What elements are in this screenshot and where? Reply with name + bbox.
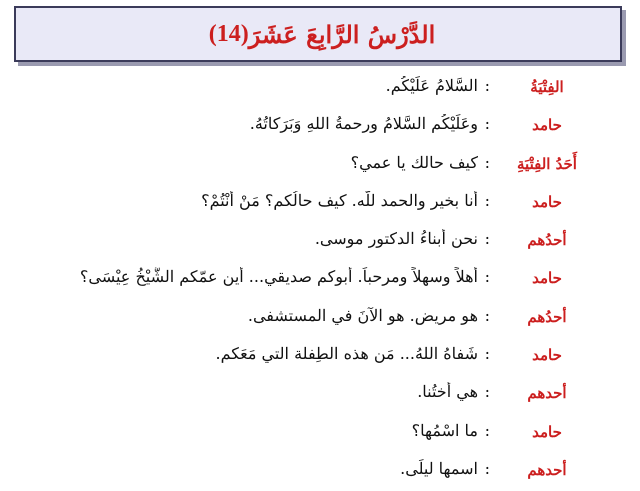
speaker-name: الفِتْيَةُ	[530, 78, 564, 96]
speaker-name: أحدُهم	[527, 307, 567, 326]
dialogue-row	[0, 185, 640, 223]
separator-colon: :	[484, 114, 490, 134]
separator-colon: :	[484, 229, 490, 249]
speaker-name: حامد	[532, 192, 562, 211]
dialogue-line: ما اسْمُها؟	[411, 420, 478, 440]
speaker-name: حامد	[532, 116, 562, 135]
separator-colon: :	[484, 420, 490, 440]
dialogue-line: اسمها ليلَى.	[400, 458, 478, 478]
speaker-name: أحدهم	[527, 460, 567, 479]
lesson-number: (14)	[208, 20, 249, 47]
speaker-name: أحدهم	[527, 384, 567, 403]
dialogue-list	[0, 70, 640, 491]
dialogue-line: نحن أبناءُ الدكتورِ موسى.	[314, 229, 478, 249]
dialogue-line: شَفاهُ اللهُ... مَن هذه الطِفلة التي مَعَكم.	[215, 344, 478, 364]
dialogue-line: أنا بخير والحمد للّه. كيف حالُكم؟ مَنْ أنْتُمْ؟	[201, 190, 478, 210]
dialogue-row	[0, 338, 640, 376]
dialogue-line: هي أختُنا.	[417, 382, 478, 402]
speaker-name: أَحَدُ الفِتْيَةِ	[517, 154, 577, 173]
dialogue-line: وعَلَيْكُم السَّلامُ ورحمةُ اللهِ وَبَرَكاتُهُ.	[249, 114, 478, 134]
dialogue-line: أهلاً وسهلاً ومرحباً. أبوكم صديقي... أين عمّكم الشَّيْخُ عِيْسَى؟	[79, 267, 478, 287]
dialogue-line: السَّلامُ عَلَيْكُم.	[385, 76, 478, 95]
dialogue-row	[0, 70, 640, 108]
speaker-name: حامد	[532, 269, 562, 288]
speaker-name: حامد	[532, 346, 562, 365]
separator-colon: :	[484, 458, 490, 478]
separator-colon: :	[484, 267, 490, 287]
dialogue-row	[0, 415, 640, 453]
dialogue-row	[0, 300, 640, 338]
dialogue-row	[0, 108, 640, 146]
dialogue-row	[0, 147, 640, 185]
separator-colon: :	[484, 152, 490, 172]
lesson-title: الدَّرْسُ الرَّابِعَ عَشَرَ	[248, 19, 436, 49]
lesson-header	[14, 6, 622, 62]
separator-colon: :	[484, 344, 490, 364]
separator-colon: :	[484, 305, 490, 325]
separator-colon: :	[484, 190, 490, 210]
speaker-name: حامد	[532, 422, 562, 441]
dialogue-row	[0, 223, 640, 261]
speaker-name: أحدُهم	[527, 231, 567, 250]
dialogue-row	[0, 453, 640, 491]
dialogue-line: كيف حالك يا عمي؟	[350, 152, 478, 172]
separator-colon: :	[484, 76, 490, 95]
dialogue-line: هو مريض. هو الآنَ في المستشفى.	[247, 305, 478, 325]
separator-colon: :	[484, 382, 490, 402]
dialogue-row	[0, 376, 640, 414]
dialogue-row	[0, 261, 640, 299]
